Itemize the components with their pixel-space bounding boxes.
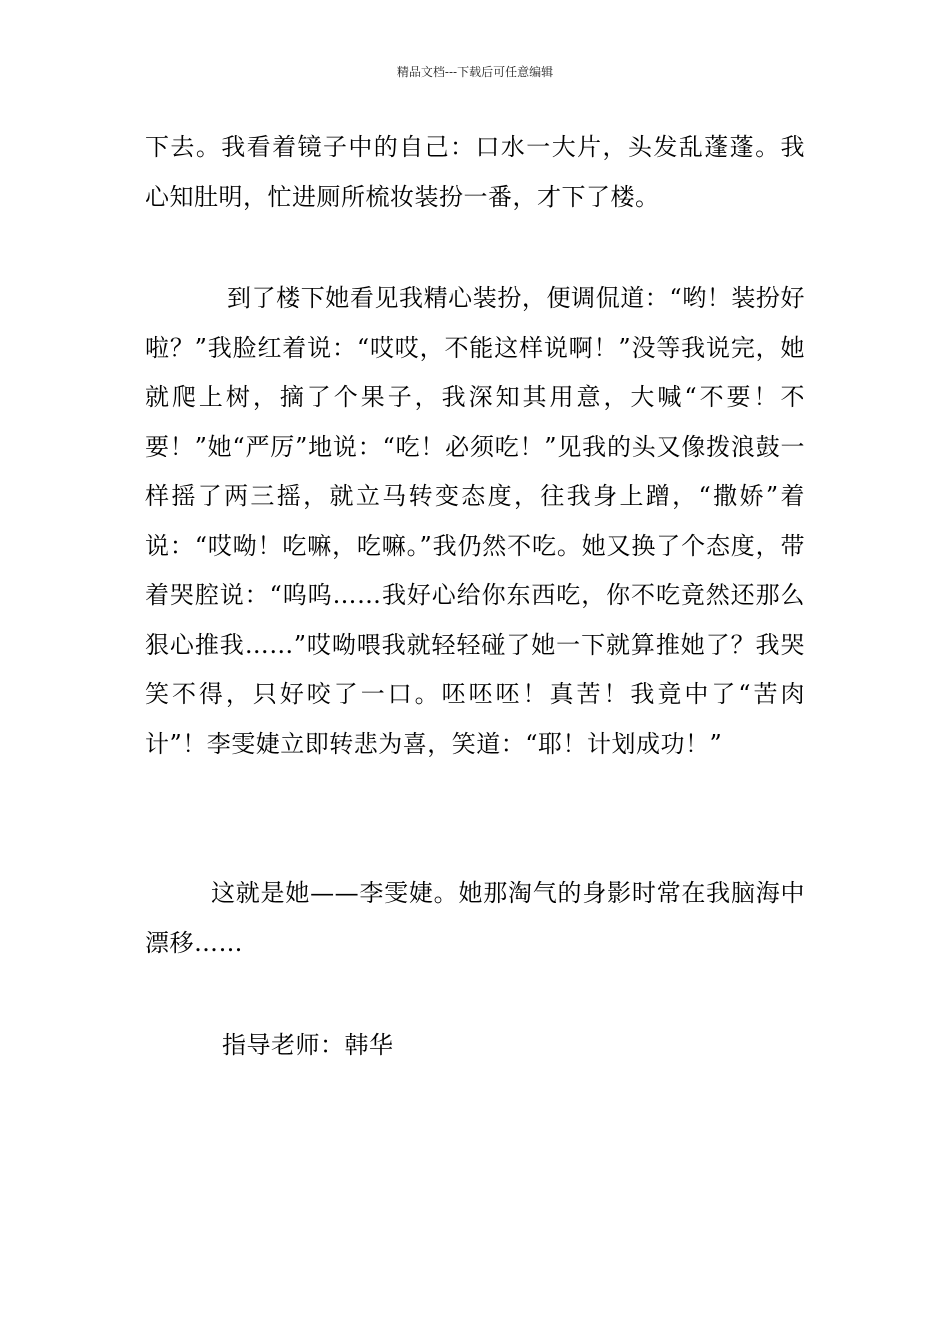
paragraph-2: 到了楼下她看见我精心装扮，便调侃道：“哟！装扮好啦？”我脸红着说：“哎哎，不能这样说啊！”没等我说完，她就爬上树，摘了个果子，我深知其用意，大喊“不要！不要！”她“严厉”地说：“吃！必须吃！”见我的头又像拨浪鼓一样摇了两三摇，就立马转变态度，往我身上蹭，“撒娇”着说：“哎呦！吃嘛，吃嘛。”我仍然不吃。她又换了个态度，带着哭腔说：“呜呜……我好心给你东西吃，你不吃竟然还那么狠心推我……”哎呦喂我就轻轻碰了她一下就算推她了？我哭笑不得，只好咬了一口。呸呸呸！真苦！我竟中了“苦肉计”！李雯婕立即转悲为喜，笑道：“耶！计划成功！” xyxy=(145,284,805,758)
paragraph-3: 这就是她——李雯婕。她那淘气的身影时常在我脑海中漂移…… xyxy=(145,879,805,957)
page-header: 精品文档---下载后可任意编辑 xyxy=(396,65,554,79)
advisor-line: 指导老师：韩华 xyxy=(222,1031,394,1059)
paragraph-1: 下去。我看着镜子中的自己：口水一大片，头发乱蓬蓬。我心知肚明，忙进厕所梳妆装扮一番，才下了楼。 xyxy=(145,133,805,211)
